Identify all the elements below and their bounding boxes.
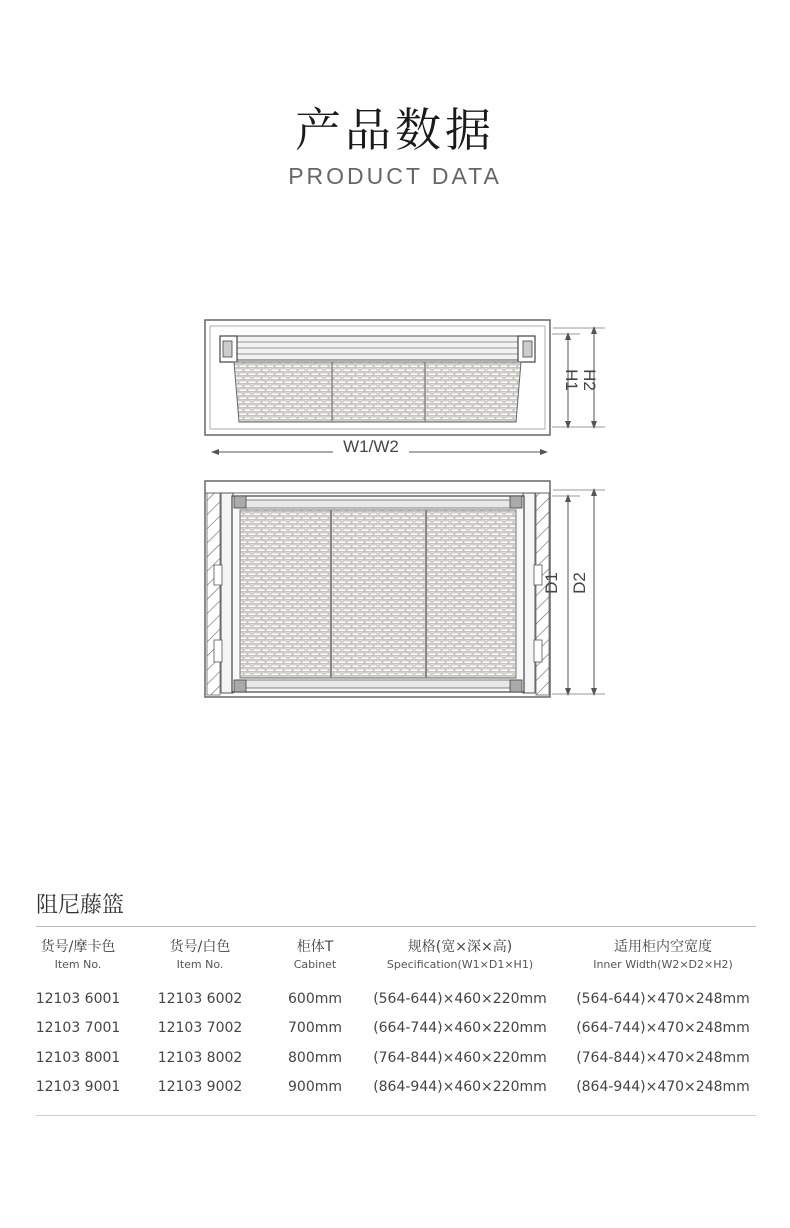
- table-cell: 12103 6002: [157, 990, 243, 1007]
- table-cell: 12103 7002: [157, 1020, 243, 1037]
- table-cell: (864-944)×460×220mm: [373, 1079, 547, 1096]
- dim-d1-label: D1: [542, 572, 561, 594]
- table-cell: 900mm: [288, 1079, 342, 1096]
- column-header: 货号/摩卡色 Item No.: [40, 939, 116, 971]
- dim-d2-label: D2: [570, 572, 589, 594]
- table-cell: 12103 9002: [157, 1079, 243, 1096]
- table-divider-top: [36, 926, 756, 927]
- column-header: 适用柜内空宽度 Inner Width(W2×D2×H2): [593, 939, 733, 971]
- dim-h2-label: H2: [580, 369, 599, 391]
- table-cell: 12103 8001: [35, 1049, 121, 1066]
- table-row: [26, 1073, 766, 1103]
- top-view: [205, 481, 605, 697]
- page-title-cn: 产品数据: [295, 103, 495, 157]
- left-wall-hatch: [207, 493, 220, 695]
- dim-h1-label: H1: [562, 369, 581, 391]
- column-header: 柜体T Cabinet: [293, 939, 337, 971]
- table-row: [26, 1014, 766, 1044]
- table-header-row: [26, 936, 766, 984]
- table-cell: 12103 9001: [35, 1079, 121, 1096]
- table-row: [26, 1043, 766, 1073]
- table-cell: (564-644)×470×248mm: [576, 990, 750, 1007]
- column-header: 规格(宽×深×高) Specification(W1×D1×H1): [386, 939, 534, 971]
- column-header: 货号/白色 Item No.: [169, 939, 231, 971]
- spec-table: [26, 936, 766, 1102]
- table-cell: 12103 7001: [35, 1020, 121, 1037]
- table-cell: 800mm: [288, 1049, 342, 1066]
- front-view: [205, 320, 605, 456]
- table-cell: (664-744)×470×248mm: [576, 1020, 750, 1037]
- table-cell: (764-844)×460×220mm: [373, 1049, 547, 1066]
- basket-top: [240, 510, 516, 678]
- table-cell: 12103 8002: [157, 1049, 243, 1066]
- table-cell: (664-744)×460×220mm: [373, 1020, 547, 1037]
- table-divider-bottom: [36, 1115, 756, 1116]
- page-title-en: PRODUCT DATA: [288, 163, 502, 189]
- table-cell: (864-944)×470×248mm: [576, 1079, 750, 1096]
- basket-front: [234, 362, 521, 422]
- section-title: 阻尼藤篮: [36, 893, 125, 918]
- table-row: [26, 984, 766, 1014]
- dim-w-label: W1/W2: [343, 437, 399, 456]
- table-cell: 12103 6001: [35, 990, 121, 1007]
- table-cell: 700mm: [288, 1020, 342, 1037]
- table-cell: (564-644)×460×220mm: [373, 990, 547, 1007]
- table-cell: (764-844)×470×248mm: [576, 1049, 750, 1066]
- table-cell: 600mm: [288, 990, 342, 1007]
